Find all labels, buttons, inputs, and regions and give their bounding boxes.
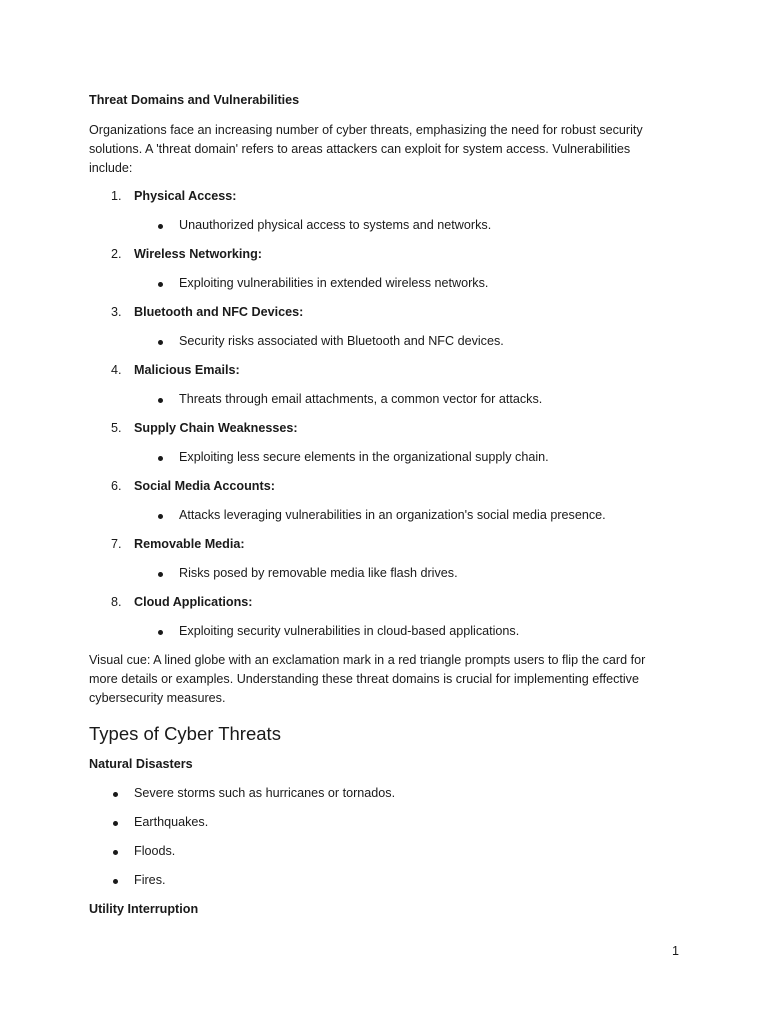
bullet-icon xyxy=(113,821,118,826)
bullet-icon xyxy=(113,792,118,797)
list-item xyxy=(89,593,659,641)
threat-title: Cloud Applications: xyxy=(134,595,253,609)
threat-detail-text: Attacks leveraging vulnerabilities in an organization's social media presence. xyxy=(179,508,606,522)
threat-title: Malicious Emails: xyxy=(134,363,240,377)
threat-title: Bluetooth and NFC Devices: xyxy=(134,305,304,319)
list-item xyxy=(89,303,659,351)
threat-heading xyxy=(89,593,659,612)
threat-heading xyxy=(89,419,659,438)
list-number: 5. xyxy=(111,421,122,435)
bullet-icon xyxy=(158,224,163,229)
threat-detail xyxy=(89,506,659,525)
threat-detail xyxy=(89,448,659,467)
threat-heading xyxy=(89,187,659,206)
bullet-icon xyxy=(158,572,163,577)
list-item xyxy=(89,813,659,832)
list-number: 7. xyxy=(111,537,122,551)
threat-title: Social Media Accounts: xyxy=(134,479,275,493)
threat-heading xyxy=(89,303,659,322)
threat-detail xyxy=(89,622,659,641)
bullet-icon xyxy=(158,630,163,635)
threat-domain-list xyxy=(89,187,659,641)
threat-title: Wireless Networking: xyxy=(134,247,262,261)
list-number: 2. xyxy=(111,247,122,261)
utility-interruption-title: Utility Interruption xyxy=(89,902,199,916)
threat-heading xyxy=(89,245,659,264)
page-number: 1 xyxy=(672,944,680,958)
types-heading: Types of Cyber Threats xyxy=(89,723,281,744)
threat-detail-text: Exploiting less secure elements in the organizational supply chain. xyxy=(179,450,549,464)
list-item xyxy=(89,361,659,409)
list-number: 6. xyxy=(111,479,122,493)
list-item xyxy=(89,419,659,467)
threat-heading xyxy=(89,361,659,380)
list-item xyxy=(89,245,659,293)
threat-detail xyxy=(89,216,659,235)
list-item xyxy=(89,187,659,235)
bullet-icon xyxy=(158,514,163,519)
threat-detail xyxy=(89,390,659,409)
bullet-icon xyxy=(158,456,163,461)
threat-detail-text: Exploiting security vulnerabilities in cloud-based applications. xyxy=(179,624,520,638)
bullet-icon xyxy=(158,398,163,403)
list-item xyxy=(89,871,659,890)
list-number: 4. xyxy=(111,363,122,377)
intro-paragraph: Organizations face an increasing number of cyber threats, emphasizing the need for robust security solutions. A 'threat domain' refers to areas attackers can exploit for system access. Vulnerabilities include: xyxy=(89,123,643,175)
threat-detail xyxy=(89,564,659,583)
document-page xyxy=(89,91,659,929)
threat-detail-text: Exploiting vulnerabilities in extended wireless networks. xyxy=(179,276,489,290)
threat-detail-text: Threats through email attachments, a common vector for attacks. xyxy=(179,392,543,406)
threat-title: Supply Chain Weaknesses: xyxy=(134,421,298,435)
natural-disasters-title: Natural Disasters xyxy=(89,757,193,771)
list-item-text: Earthquakes. xyxy=(134,815,209,829)
list-item-text: Fires. xyxy=(134,873,166,887)
threat-title: Removable Media: xyxy=(134,537,245,551)
visual-cue-paragraph: Visual cue: A lined globe with an exclamation mark in a red triangle prompts users to flip the card for more details or examples. Understanding these threat domains is crucial for implementing effective cybersecurity measures. xyxy=(89,653,646,705)
list-item xyxy=(89,535,659,583)
bullet-icon xyxy=(113,879,118,884)
threat-heading xyxy=(89,535,659,554)
bullet-icon xyxy=(158,340,163,345)
threat-detail xyxy=(89,332,659,351)
list-number: 8. xyxy=(111,595,122,609)
list-number: 3. xyxy=(111,305,122,319)
section-title: Threat Domains and Vulnerabilities xyxy=(89,93,300,107)
threat-detail xyxy=(89,274,659,293)
list-item xyxy=(89,477,659,525)
list-item xyxy=(89,784,659,803)
bullet-icon xyxy=(158,282,163,287)
list-item-text: Severe storms such as hurricanes or tornados. xyxy=(134,786,396,800)
threat-detail-text: Risks posed by removable media like flash drives. xyxy=(179,566,458,580)
threat-detail-text: Unauthorized physical access to systems and networks. xyxy=(179,218,492,232)
threat-title: Physical Access: xyxy=(134,189,237,203)
list-item xyxy=(89,842,659,861)
list-item-text: Floods. xyxy=(134,844,176,858)
list-number: 1. xyxy=(111,189,122,203)
bullet-icon xyxy=(113,850,118,855)
threat-detail-text: Security risks associated with Bluetooth and NFC devices. xyxy=(179,334,504,348)
threat-heading xyxy=(89,477,659,496)
